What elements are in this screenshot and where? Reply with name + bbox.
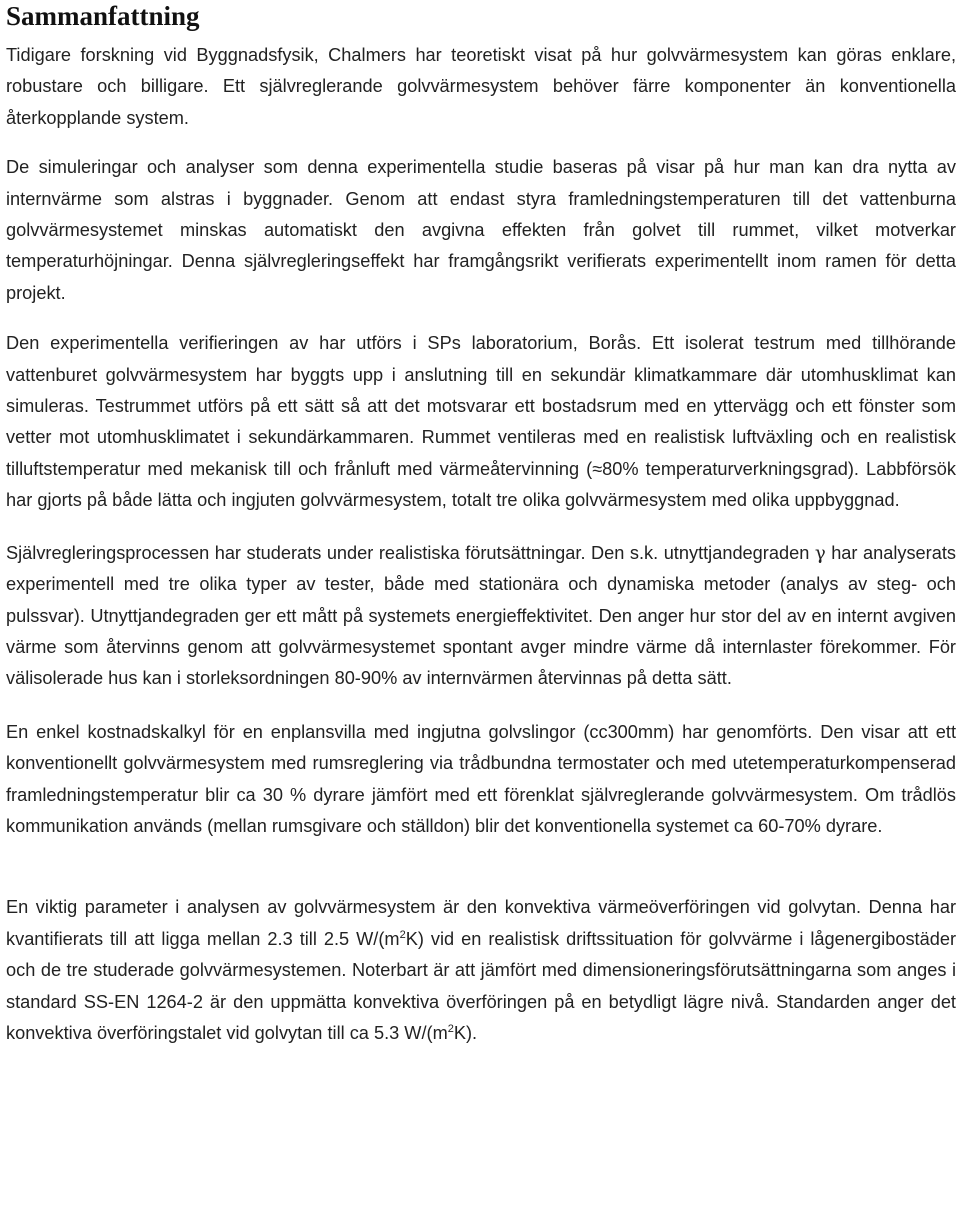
paragraph-simulations: De simuleringar och analyser som denna experimentella studie baseras på visar på hur man kan dra nytta av internvärme som alstras i byggnader. Genom att endast styra framledningstemperaturen till det vattenburna golvvärmesystemet minskas automatiskt den avgivna effekten från golvet till rummet, vilket motverkar temperaturhöjningar. Denna självregleringseffekt har framgångsrikt verifierats experimentellt inom ramen för detta projekt. (6, 157, 956, 303)
section-heading: Sammanfattning (6, 1, 200, 31)
paragraph-verification: Den experimentella verifieringen av har utförs i SPs laboratorium, Borås. Ett isolerat testrum med tillhörande vattenburet golvvärmesystem har byggts upp i anslutning till en sekundär klimatkammare där utomhusklimat kan simuleras. Testrummet utförs på ett sätt så att det motsvarar ett bostadsrum med en yttervägg och ett fönster som vetter mot utomhusklimatet i sekundärkammaren. Rummet ventileras med en realistisk luftväxling och en realistisk tilluftstemperatur med mekanisk till och frånluft med värmeåtervinning (≈80% temperaturverkningsgrad). Labbförsök har gjorts på både lätta och ingjuten golvvärmesystem, totalt tre olika golvvärmesystem med olika uppbyggnad. (6, 333, 956, 511)
paragraph-self-regulation (6, 538, 956, 695)
paragraph-self-regulation-text-a: Självregleringsprocessen har studerats under realistiska förutsättningar. Den s.k. utnyttjandegraden (6, 542, 815, 563)
gamma-symbol: γ (814, 542, 826, 564)
paragraph-self-regulation-text-b: har analyserats experimentell med tre olika typer av tester, både med stationära och dynamiska metoder (analys av steg- och pulssvar). Utnyttjandegraden ger ett mått på systemets energieffektivitet. Den anger hur stor del av en internt avgiven värme som återvinns genom att golvvärmesystemet spontant avger mindre värme då internlaster förekommer. För välisolerade hus kan i storleksordningen 80-90% av internvärmen återvinnas på detta sätt. (6, 542, 956, 689)
paragraph-convective-transfer (6, 892, 956, 1049)
paragraph-convective-text-b: K) vid en realistisk driftssituation för golvvärme i lågenergibostäder och de tre studerade golvvärmesystemen. Noterbart är att jämfört med dimensioneringsförutsättningarna som anges i standard SS-EN 1264-2 är den uppmätta konvektiva överföringen på en betydligt lägre nivå. Standarden anger det konvektiva överföringstalet vid golvytan till ca 5.3 W/(m (6, 928, 956, 1043)
superscript-2: 2 (399, 928, 406, 941)
paragraph-intro: Tidigare forskning vid Byggnadsfysik, Chalmers har teoretiskt visat på hur golvvärmesystem kan göras enklare, robustare och billigare. Ett självreglerande golvvärmesystem behöver färre komponenter än konventionella återkopplande system. (6, 45, 956, 128)
paragraph-convective-text-a: En viktig parameter i analysen av golvvärmesystem är den konvektiva värmeöverföringen vid golvytan. Denna har kvantifierats till att ligga mellan 2.3 till 2.5 W/(m (6, 897, 956, 949)
document-page (6, 0, 956, 1049)
superscript-2: 2 (447, 1022, 454, 1035)
paragraph-convective-text-c: K). (453, 1022, 478, 1043)
paragraph-cost-calculation: En enkel kostnadskalkyl för en enplansvilla med ingjutna golvslingor (cc300mm) har genomförts. Den visar att ett konventionellt golvvärmesystem med rumsreglering via trådbundna termostater och med utetemperaturkompenserad framledningstemperatur blir ca 30 % dyrare jämfört med ett förenklat självreglerande golvvärmesystem. Om trådlös kommunikation används (mellan rumsgivare och ställdon) blir det konventionella systemet ca 60-70% dyrare. (6, 721, 956, 836)
